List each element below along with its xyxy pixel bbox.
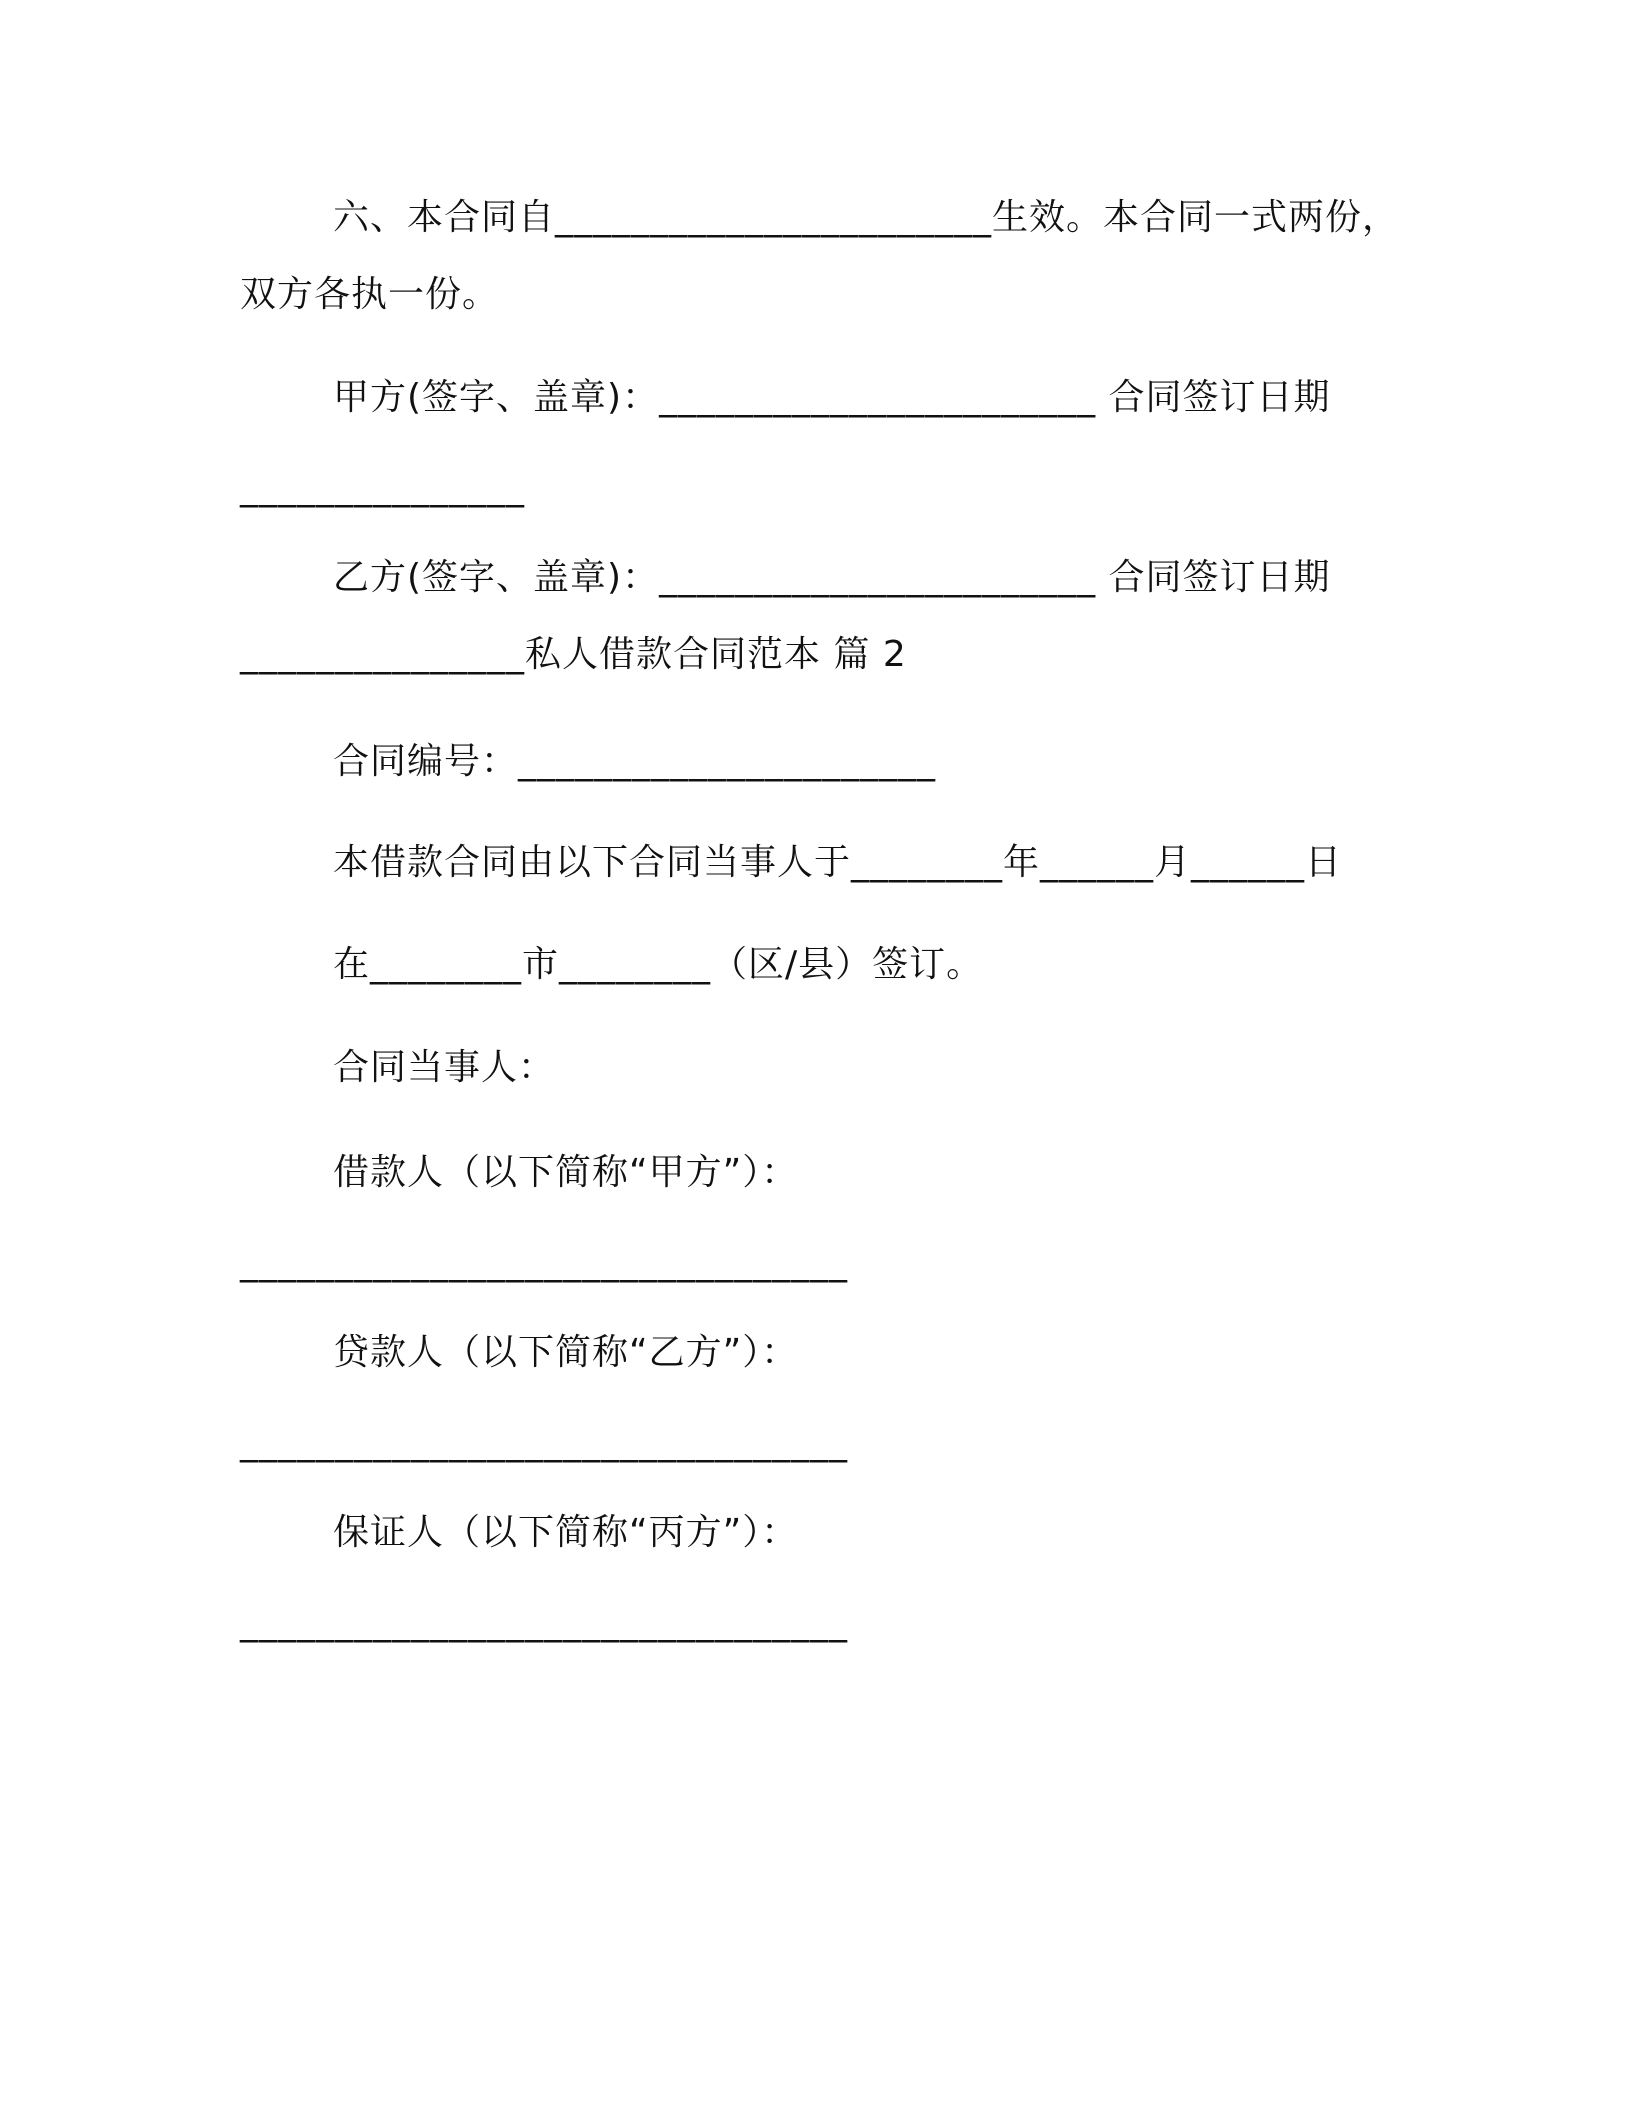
clause-six-continuation: 双方各执一份。 — [240, 274, 500, 315]
party-a-date-blank: _______________ — [240, 467, 525, 508]
party-b-date-and-heading: _______________私人借款合同范本 篇 2 — [240, 634, 907, 675]
guarantor-blank: ________________________________ — [240, 1602, 848, 1643]
guarantor-label: 保证人（以下简称“丙方”）： — [333, 1512, 799, 1553]
contract-number-line: 合同编号：______________________ — [333, 741, 937, 782]
borrower-label: 借款人（以下简称“甲方”）： — [333, 1152, 799, 1193]
party-a-signature-line: 甲方(签字、盖章)：_______________________ 合同签订日期 — [333, 377, 1331, 418]
lender-label: 贷款人（以下简称“乙方”）： — [333, 1332, 799, 1373]
clause-six-line: 六、本合同自_______________________生效。本合同一式两份， — [333, 197, 1400, 238]
lender-blank: ________________________________ — [240, 1422, 848, 1463]
parties-heading: 合同当事人： — [333, 1047, 556, 1088]
borrower-blank: ________________________________ — [240, 1242, 848, 1283]
signing-place-line: 在________市________（区/县）签订。 — [333, 944, 984, 985]
party-b-signature-line: 乙方(签字、盖章)：_______________________ 合同签订日期 — [333, 557, 1331, 598]
signing-date-line: 本借款合同由以下合同当事人于________年______月______日 — [333, 842, 1343, 883]
